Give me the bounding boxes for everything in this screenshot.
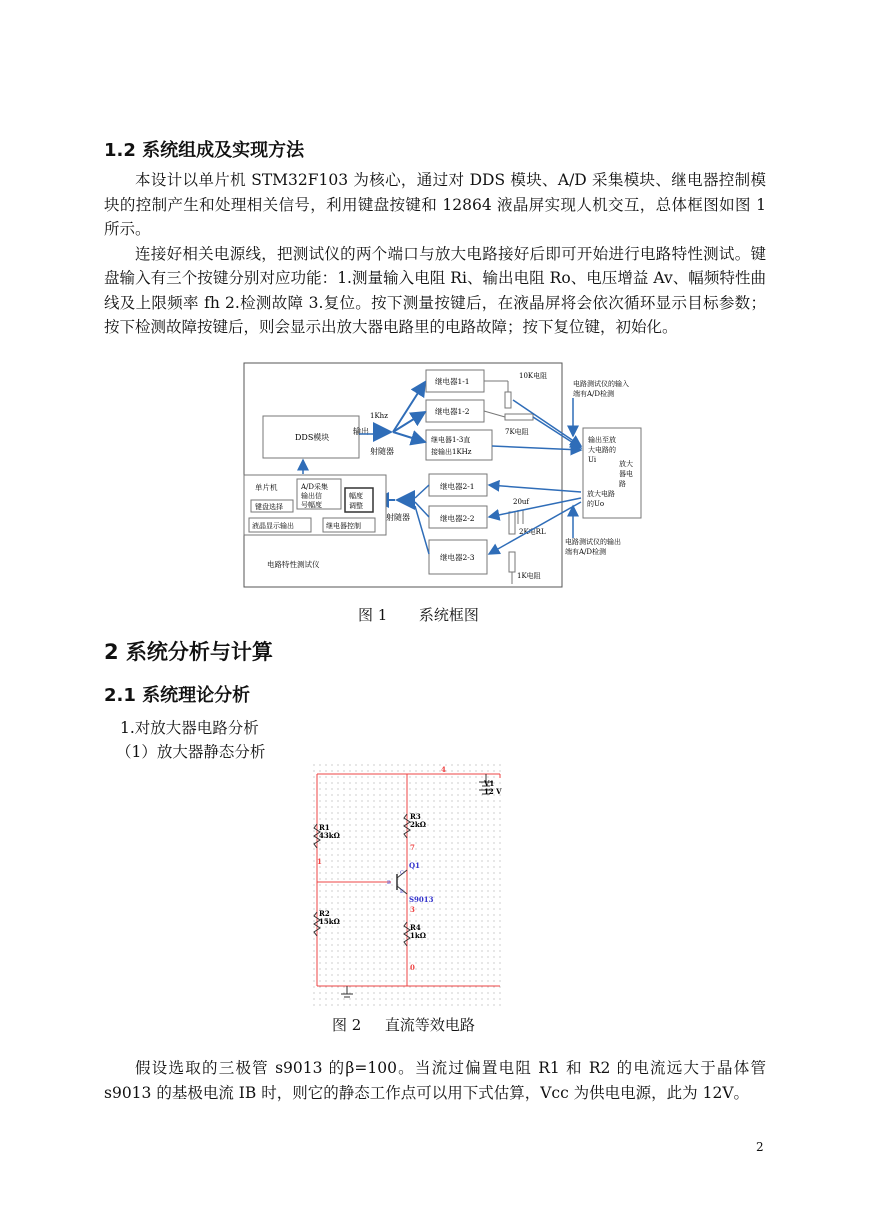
- relay-control-label: 继电器控制: [326, 522, 361, 530]
- emitter-letter: E: [400, 889, 404, 895]
- amp-adjust-1: 幅度: [349, 492, 363, 500]
- paragraph: 假设选取的三极管 s9013 的β=100。当流过偏置电阻 R1 和 R2 的电流远大于晶体管 s9013 的基极电流 IB 时，则它的静态工作点可以用下式估算，Vcc 为供电电源，此为 12V。: [104, 1059, 766, 1102]
- emitter-2-label: 射随器: [386, 513, 410, 522]
- v1-value: 12 V: [484, 787, 502, 796]
- output-note-1: 电路测试仪的输出: [565, 538, 621, 546]
- circuit-svg: [313, 764, 505, 1006]
- r7k-resistor: [505, 414, 533, 420]
- r4-label: R4: [410, 923, 421, 932]
- freq-label: 1Khz: [370, 412, 388, 420]
- caption-text: 直流等效电路: [384, 1016, 475, 1034]
- paragraph: 连接好相关电源线，把测试仪的两个端口与放大电路接好后即可开始进行电路特性测试。键盘输入有三个按键分别对应功能：1.测量输入电阻 Ri、输出电阻 Ro、电压增益 Av、幅频特性曲线及上限频率 fh 2.检测故障 3.复位。按下测量按键后，在液晶屏将会依次循环显示目标参数；按下检测故障按键后，则会显示出放大器电路里的电路故障；按下复位键，初始化。: [104, 244, 766, 336]
- relay-2-1-label: 继电器2-1: [440, 482, 475, 491]
- page-number: 2: [756, 1140, 764, 1154]
- relay-1-1-label: 继电器1-1: [435, 377, 470, 386]
- block-diagram-svg: [243, 362, 647, 590]
- figure-1-caption: [358, 604, 479, 625]
- grid-background: [313, 764, 505, 1006]
- node-7: 7: [410, 843, 415, 852]
- caption-number: 图 1: [358, 606, 388, 624]
- q1-model: S9013: [409, 895, 434, 904]
- ad-label-1: A/D采集: [301, 483, 329, 491]
- v1-label: V1: [484, 779, 495, 788]
- r2-value: 15kΩ: [319, 917, 340, 926]
- emitter-1-label: 射随器: [370, 447, 394, 456]
- caption-number: 图 2: [332, 1016, 362, 1034]
- node-1: 1: [317, 857, 322, 866]
- r1k-label: 1K电阻: [517, 572, 541, 580]
- figure-2-caption: [332, 1014, 475, 1035]
- r1-value: 43kΩ: [319, 831, 340, 840]
- amp-out-2: 的Uo: [587, 500, 605, 508]
- section-heading-2-1: 2.1 系统理论分析: [104, 685, 251, 706]
- relay-1-2-label: 继电器1-2: [435, 407, 470, 416]
- r10k-resistor: [505, 392, 511, 408]
- figure-2-circuit: [313, 764, 505, 1006]
- lcd-label: 液晶显示输出: [252, 522, 294, 530]
- r1k-resistor: [509, 552, 515, 572]
- relay-2-3-label: 继电器2-3: [440, 553, 475, 562]
- r2-label: R2: [319, 909, 330, 918]
- amp-name-2: 器电: [619, 470, 633, 478]
- caption-text: 系统框图: [418, 606, 479, 624]
- amp-out-1: 放大电路: [587, 490, 615, 498]
- r3-label: R3: [410, 812, 421, 821]
- node-4: 4: [441, 765, 446, 774]
- relay-1-3-label-a: 继电器1-3直: [431, 436, 471, 444]
- amp-in-2: 大电路的: [588, 446, 616, 454]
- collector-letter: C: [400, 870, 404, 876]
- input-note-1: 电路测试仪的输入: [573, 380, 629, 388]
- amp-name-1: 放大: [619, 460, 633, 468]
- tester-label: 电路特性测试仪: [267, 560, 320, 569]
- relay-2-2-label: 继电器2-2: [440, 514, 475, 523]
- r4-value: 1kΩ: [410, 931, 426, 940]
- dds-label: DDS模块: [295, 433, 330, 442]
- closing-body: [104, 1056, 766, 1105]
- r3-value: 2kΩ: [410, 820, 426, 829]
- figure-1-block-diagram: [243, 362, 647, 590]
- output-note-2: 端有A/D检测: [565, 548, 607, 556]
- r2k-label: 2K电RL: [519, 528, 546, 536]
- output-label: 输出: [353, 427, 369, 436]
- section-heading-1-2: 1.2 系统组成及实现方法: [104, 140, 305, 161]
- ad-label-2: 输出信: [301, 492, 322, 500]
- node-3: 3: [410, 905, 415, 914]
- rl-resistor: [509, 512, 515, 534]
- r10k-label: 10K电阻: [519, 372, 548, 380]
- paragraph: 本设计以单片机 STM32F103 为核心，通过对 DDS 模块、A/D 采集模块、继电器控制模块的控制产生和处理相关信号，利用键盘按键和 12864 液晶屏实现人机交互，总体框图如图 1 所示。: [104, 171, 766, 238]
- amp-in-1: 输出至放: [588, 436, 616, 444]
- node-0: 0: [410, 963, 415, 972]
- section-heading-2: 2 系统分析与计算: [104, 640, 273, 664]
- input-note-2: 端有A/D检测: [573, 390, 615, 398]
- ad-label-3: 号幅度: [301, 501, 322, 509]
- list-item-1: 1.对放大器电路分析: [120, 719, 259, 737]
- mcu-label: 单片机: [255, 483, 278, 492]
- amp-adjust-2: 调整: [349, 502, 363, 510]
- r1-label: R1: [319, 823, 330, 832]
- list-item-2: （1）放大器静态分析: [116, 743, 266, 761]
- cap-label: 20uf: [513, 498, 530, 506]
- base-letter: B: [387, 880, 391, 886]
- amp-in-3: Ui: [588, 456, 597, 464]
- section-1-2-body: [104, 168, 766, 340]
- keypad-label: 键盘选择: [255, 503, 283, 511]
- r7k-label: 7K电阻: [505, 428, 529, 436]
- relay-1-3-label-b: 接输出1KHz: [431, 448, 472, 456]
- amp-name-3: 路: [619, 480, 626, 488]
- q1-label: Q1: [409, 861, 420, 870]
